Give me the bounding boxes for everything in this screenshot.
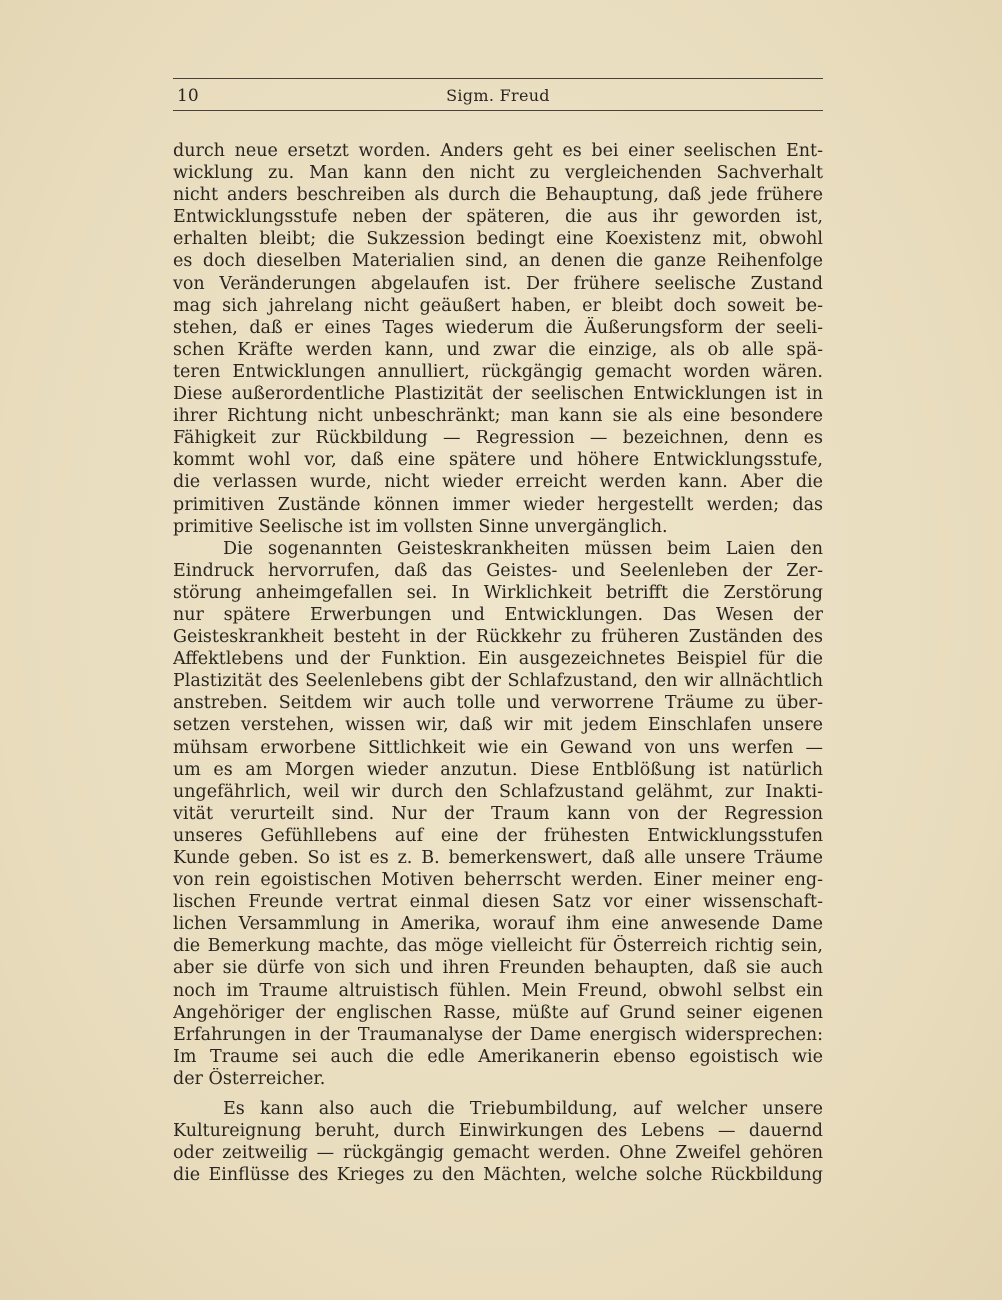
text-line: Erfahrungen in der Traumanalyse der Dame energisch widersprechen: [173, 1024, 823, 1045]
page-number: 10 [177, 86, 199, 106]
text-line: schen Kräfte werden kann, und zwar die einzige, als ob alle spä- [173, 339, 823, 360]
text-line: wicklung zu. Man kann den nicht zu vergleichenden Sachverhalt [173, 163, 823, 184]
page-header [173, 86, 823, 108]
paragraph-gap [173, 1090, 823, 1098]
text-line: Angehöriger der englischen Rasse, müßte auf Grund seiner eigenen [173, 1002, 823, 1023]
text-line: kommt wohl vor, daß eine spätere und höhere Entwicklungsstufe, [173, 450, 823, 471]
text-line: stehen, daß er eines Tages wiederum die Äußerungsform der seeli- [173, 317, 823, 338]
text-line: anstreben. Seitdem wir auch tolle und verworrene Träume zu über- [173, 693, 823, 714]
text-line: die Bemerkung machte, das möge vielleicht für Österreich richtig sein, [173, 936, 823, 957]
text-line: ungefährlich, weil wir durch den Schlafzustand gelähmt, zur Inakti- [173, 781, 823, 802]
text-line: Im Traume sei auch die edle Amerikanerin ebenso egoistisch wie [173, 1046, 823, 1067]
text-line: Diese außerordentliche Plastizität der seelischen Entwicklungen ist in [173, 384, 823, 405]
text-line: primitiven Zustände können immer wieder hergestellt werden; das [173, 494, 823, 515]
text-line: durch neue ersetzt worden. Anders geht es bei einer seelischen Ent- [173, 141, 823, 161]
text-line: teren Entwicklungen annulliert, rückgängig gemacht worden wären. [173, 361, 823, 382]
text-line: um es am Morgen wieder anzutun. Diese Entblößung ist natürlich [173, 759, 823, 780]
text-line: mag sich jahrelang nicht geäußert haben, er bleibt doch soweit be- [173, 295, 823, 316]
text-line: lischen Freunde vertrat einmal diesen Satz vor einer wissenschaft- [173, 892, 823, 913]
text-line: Kunde geben. So ist es z. B. bemerkenswert, daß alle unsere Träume [173, 848, 823, 868]
text-line: die verlassen wurde, nicht wieder erreicht werden kann. Aber die [173, 472, 823, 493]
text-line: Entwicklungsstufe neben der späteren, die aus ihr geworden ist, [173, 207, 823, 228]
text-line: oder zeitweilig — rückgängig gemacht werden. Ohne Zweifel gehören [173, 1143, 823, 1164]
text-line: aber sie dürfe von sich und ihren Freunden behaupten, daß sie auch [173, 958, 823, 979]
body-text [173, 140, 823, 1186]
text-line: von Veränderungen abgelaufen ist. Der frühere seelische Zustand [173, 273, 823, 294]
text-line: Eindruck hervorrufen, daß das Geistes- und Seelenleben der Zer- [173, 560, 823, 581]
header-top-rule [173, 78, 823, 79]
header-bottom-rule [173, 110, 823, 111]
text-line: Kultureignung beruht, durch Einwirkungen des Lebens — dauernd [173, 1121, 823, 1142]
text-line: lichen Versammlung in Amerika, worauf ihm eine anwesende Dame [173, 914, 823, 935]
text-line: mühsam erworbene Sittlichkeit wie ein Gewand von uns werfen — [173, 737, 823, 758]
text-line: vität verurteilt sind. Nur der Traum kann von der Regression [173, 803, 823, 824]
text-line: Fähigkeit zur Rückbildung — Regression — bezeichnen, denn es [173, 428, 823, 449]
text-line: nicht anders beschreiben als durch die Behauptung, daß jede frühere [173, 185, 823, 206]
text-line: unseres Gefühllebens auf eine der frühesten Entwicklungsstufen [173, 825, 823, 846]
text-line: ihrer Richtung nicht unbeschränkt; man kann sie als eine besondere [173, 406, 823, 427]
running-head: Sigm. Freud [446, 86, 550, 105]
text-line: Es kann also auch die Triebumbildung, auf welcher unsere [223, 1099, 823, 1120]
text-line: die Einflüsse des Krieges zu den Mächten, welche solche Rückbildung [173, 1165, 823, 1186]
text-line: der Österreicher. [173, 1068, 326, 1089]
text-line: nur spätere Erwerbungen und Entwicklungen. Das Wesen der [173, 604, 823, 625]
text-line: von rein egoistischen Motiven beherrscht werden. Einer meiner eng- [173, 870, 823, 891]
text-line: primitive Seelische ist im vollsten Sinne unvergänglich. [173, 516, 668, 537]
text-line: es doch dieselben Materialien sind, an denen die ganze Reihenfolge [173, 251, 823, 272]
text-line: Die sogenannten Geisteskrankheiten müssen beim Laien den [223, 538, 823, 559]
text-line: setzen verstehen, wissen wir, daß wir mit jedem Einschlafen unsere [173, 715, 823, 736]
text-line: erhalten bleibt; die Sukzession bedingt eine Koexistenz mit, obwohl [173, 229, 823, 250]
text-line: störung anheimgefallen sei. In Wirklichkeit betrifft die Zerstörung [173, 582, 823, 603]
text-line: Affektlebens und der Funktion. Ein ausgezeichnetes Beispiel für die [173, 649, 823, 670]
text-line: Plastizität des Seelenlebens gibt der Schlafzustand, den wir allnächtlich [173, 671, 823, 692]
text-line: Geisteskrankheit besteht in der Rückkehr zu früheren Zuständen des [173, 627, 823, 648]
text-line: noch im Traume altruistisch fühlen. Mein Freund, obwohl selbst ein [173, 980, 823, 1001]
